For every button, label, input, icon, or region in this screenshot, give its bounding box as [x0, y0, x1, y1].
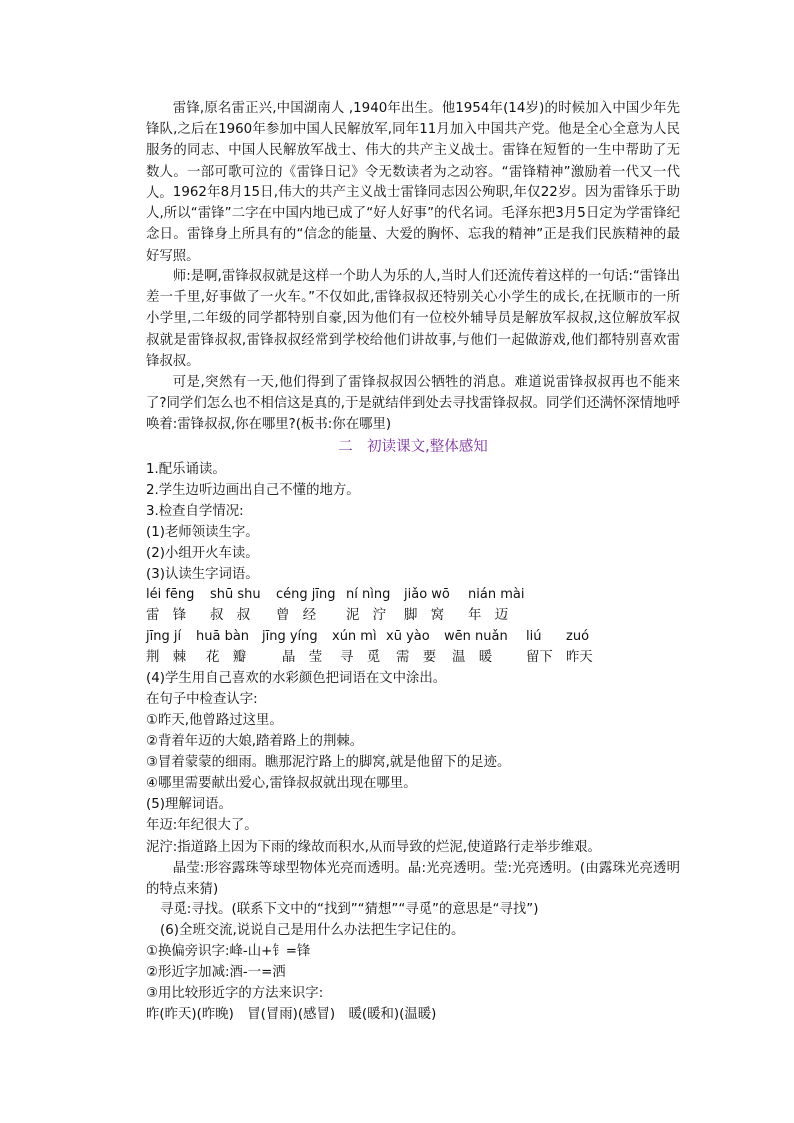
step-line: 2.学生边听边画出自己不懂的地方。: [146, 483, 360, 498]
word-item: 叔 叔: [210, 608, 251, 623]
word-item: 温 暖: [452, 650, 493, 665]
method-line: ①换偏旁识字:峰-山+钅=锋: [146, 944, 311, 959]
pinyin-item: nián mài: [468, 587, 525, 602]
step-line: (4)学生用自己喜欢的水彩颜色把词语在文中涂出。: [146, 671, 447, 686]
word-item: 荆 棘: [146, 650, 187, 665]
sentence-line: ②背着年迈的大娘,踏着路上的荆棘。: [146, 734, 364, 749]
pinyin-item: léi fēng: [146, 587, 195, 602]
pinyin-row-1: [146, 585, 686, 605]
method-line: ②形近字加减:酒-一=洒: [146, 965, 286, 980]
definition-line: 晶莹:形容露珠等球型物体光亮而透明。晶:光亮透明。莹:光亮透明。(由露珠光亮透明的特点来猜): [146, 861, 680, 898]
word-item: 需 要: [396, 650, 437, 665]
step-line: (2)小组开火车读。: [146, 546, 259, 561]
step-line: (1)老师领读生字。: [146, 525, 259, 540]
pinyin-item: jīng jí: [146, 629, 182, 644]
word-item: 泥 泞: [346, 608, 387, 623]
section-heading: 二 初读课文,整体感知: [338, 439, 488, 455]
pinyin-item: huā bàn: [196, 629, 250, 644]
sentence-line: ③冒着蒙蒙的细雨。瞧那泥泞路上的脚窝,就是他留下的足迹。: [146, 755, 511, 770]
pinyin-row-2: [146, 627, 686, 647]
story-paragraph: 可是,突然有一天,他们得到了雷锋叔叔因公牺牲的消息。难道说雷锋叔叔再也不能来了?同学们怎么也不相信这是真的,于是就结伴到处去寻找雷锋叔叔。同学们还满怀深情地呼唤着:雷锋叔叔,你在哪里?(板书:你在哪里): [146, 375, 680, 433]
word-item: 昨天: [566, 650, 593, 665]
pinyin-item: jīng yíng: [262, 629, 318, 644]
word-item: 年 迈: [468, 608, 509, 623]
sentence-line: ①昨天,他曾路过这里。: [146, 713, 283, 728]
hanzi-row-2: [146, 648, 686, 668]
pinyin-item: shū shu: [210, 587, 261, 602]
step-line: 3.检查自学情况:: [146, 504, 244, 519]
definition-line: 寻觅:寻找。(联系下文中的“找到”“猜想”“寻觅”的意思是“寻找”): [160, 902, 539, 917]
pinyin-item: ní nìng: [346, 587, 391, 602]
pinyin-item: xū yào: [386, 629, 430, 644]
intro-paragraph-2: 1962年8月15日,伟大的共产主义战士雷锋同志因公殉职,年仅22岁。因为雷锋乐于助人,所以“雷锋”二字在中国内地已成了“好人好事”的代名词。毛泽东把3月5日定为学雷锋纪念日。雷锋身上所具有的“信念的能量、大爱的胸怀、忘我的精神”正是我们民族精神的最好写照。: [146, 185, 680, 264]
hanzi-row-1: [146, 606, 686, 626]
word-item: 花 瓣: [206, 650, 247, 665]
sentence-line: ④哪里需要献出爱心,雷锋叔叔就出现在哪里。: [146, 776, 417, 791]
step-line: (5)理解词语。: [146, 797, 232, 812]
word-item: 脚 窝: [404, 608, 445, 623]
pinyin-item: liú: [526, 629, 542, 644]
teacher-paragraph: 师:是啊,雷锋叔叔就是这样一个助人为乐的人,当时人们还流传着这样的一句话:“雷锋出差一千里,好事做了一火车。”不仅如此,雷锋叔叔还特别关心小学生的成长,在抚顺市的一所小学里,二年级的同学都特别自豪,因为他们有一位校外辅导员是解放军叔叔,这位解放军叔叔就是雷锋叔叔,雷锋叔叔经常到学校给他们讲故事,与他们一起做游戏,他们都特别喜欢雷锋叔叔。: [146, 269, 680, 369]
word-item: 寻 觅: [340, 650, 381, 665]
intro-paragraph-1: 雷锋,原名雷正兴,中国湖南人 ,1940年出生。他1954年(14岁)的时候加入中国少年先锋队,之后在1960年参加中国人民解放军,同年11月加入中国共产党。他是全心全意为人民服务的同志、中国人民解放军战士、伟大的共产主义战士。雷锋在短暂的一生中帮助了无数人。一部可歌可泣的《雷锋日记》令无数读者为之动容。“雷锋精神”激励着一代又一代人。: [146, 101, 680, 201]
step-line: (3)认读生字词语。: [146, 567, 259, 582]
step-line: 1.配乐诵读。: [146, 462, 226, 477]
step-line: 在句子中检查认字:: [146, 692, 258, 707]
pinyin-item: jiǎo wō: [404, 587, 450, 602]
definition-line: 年迈:年纪很大了。: [146, 818, 258, 833]
word-item: 曾 经: [276, 608, 317, 623]
word-item: 雷 锋: [146, 608, 187, 623]
step-line: (6)全班交流,说说自己是用什么办法把生字记住的。: [160, 923, 465, 938]
pinyin-item: xún mì: [332, 629, 377, 644]
compare-line: 昨(昨天)(昨晚) 冒(冒雨)(感冒) 暖(暖和)(温暖): [146, 1007, 437, 1022]
method-line: ③用比较形近字的方法来识字:: [146, 986, 324, 1001]
definition-line: 泥泞:指道路上因为下雨的缘故而积水,从而导致的烂泥,使道路行走举步维艰。: [146, 840, 601, 855]
pinyin-item: céng jīng: [276, 587, 336, 602]
pinyin-item: wēn nuǎn: [444, 629, 508, 644]
pinyin-item: zuó: [566, 629, 590, 644]
word-item: 留下: [526, 650, 553, 665]
word-item: 晶 莹: [282, 650, 323, 665]
